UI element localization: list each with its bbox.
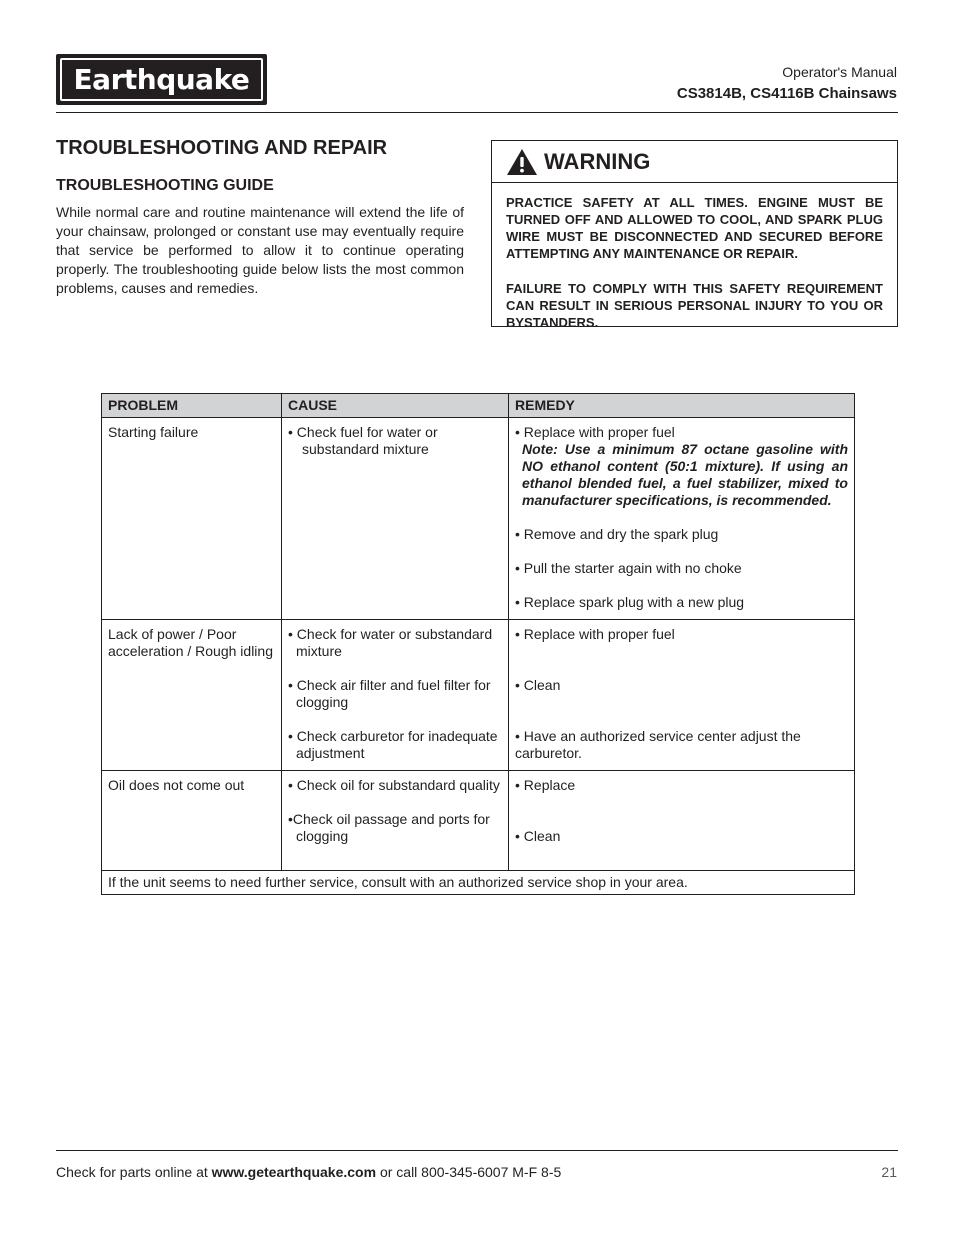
remedy-item: • Remove and dry the spark plug xyxy=(515,526,719,542)
section-subtitle: TROUBLESHOOTING GUIDE xyxy=(56,177,274,194)
problem-cell: Starting failure xyxy=(102,418,282,620)
intro-paragraph: While normal care and routine maintenance will extend the life of your chainsaw, prolonged or constant use may eventually require that service be performed to allow it to continue operating properly. The troubleshooting guide below lists the most common problems, causes and remedies. xyxy=(56,204,464,296)
table-header-row xyxy=(102,394,855,418)
warning-title: WARNING xyxy=(544,148,651,174)
remedy-cell xyxy=(509,418,855,620)
cause-item: • Check fuel for water or substandard mixture xyxy=(288,424,438,457)
cause-item: • Check air filter and fuel filter for clogging xyxy=(288,677,491,710)
model-label: CS3814B, CS4116B Chainsaws xyxy=(676,85,897,102)
cause-item: •Check oil passage and ports for clogging xyxy=(288,811,490,844)
warning-triangle-icon xyxy=(506,148,538,176)
website-link[interactable]: www.getearthquake.com xyxy=(211,1164,377,1180)
table-footer-row xyxy=(102,871,855,895)
remedy-item: • Clean xyxy=(515,677,561,693)
fuel-note: Note: Use a minimum 87 octane gasoline with NO ethanol content (50:1 mixture). If using an ethanol blended fuel, a fuel stabilizer, mixed to manufacturer specifications, is recommended. xyxy=(522,441,848,508)
cause-cell xyxy=(282,418,509,620)
table-row xyxy=(102,418,855,620)
footer-text xyxy=(56,1164,561,1180)
warning-consequence-text: FAILURE TO COMPLY WITH THIS SAFETY REQUIREMENT CAN RESULT IN SERIOUS PERSONAL INJURY TO YOU OR BYSTANDERS. xyxy=(506,281,883,330)
service-note: If the unit seems to need further service, consult with an authorized service shop in your area. xyxy=(102,871,855,895)
cause-cell xyxy=(282,620,509,771)
remedy-cell xyxy=(509,620,855,771)
remedy-item: • Replace xyxy=(515,777,576,793)
manual-label: Operator's Manual xyxy=(782,64,897,80)
footer-prefix: Check for parts online at xyxy=(56,1164,212,1180)
cause-item: • Check oil for substandard quality xyxy=(288,777,500,793)
warning-text: PRACTICE SAFETY AT ALL TIMES. ENGINE MUST BE TURNED OFF AND ALLOWED TO COOL, AND SPARK PLUG WIRE MUST BE DISCONNECTED AND SECURED BEFORE ATTEMPTING ANY MAINTENANCE OR REPAIR. xyxy=(506,195,883,261)
remedy-item: • Pull the starter again with no choke xyxy=(515,560,742,576)
problem-cell: Oil does not come out xyxy=(102,771,282,871)
remedy-cell xyxy=(509,771,855,871)
table-row xyxy=(102,620,855,771)
cause-item: • Check for water or substandard mixture xyxy=(288,626,493,659)
remedy-item: • Clean xyxy=(515,828,561,844)
warning-header xyxy=(492,141,897,183)
remedy-item: • Replace with proper fuel xyxy=(515,626,675,642)
problem-cell: Lack of power / Poor acceleration / Rough idling xyxy=(102,620,282,771)
cause-cell xyxy=(282,771,509,871)
earthquake-logo xyxy=(56,54,267,105)
column-header-problem: PROBLEM xyxy=(102,394,282,418)
logo-text: Earthquake xyxy=(73,63,250,96)
footer-divider xyxy=(56,1150,898,1151)
logo-frame xyxy=(60,58,263,101)
column-header-remedy: REMEDY xyxy=(509,394,855,418)
remedy-item: • Replace with proper fuel xyxy=(515,424,675,440)
header-divider xyxy=(56,112,898,113)
troubleshooting-table xyxy=(101,393,855,895)
section-title: TROUBLESHOOTING AND REPAIR xyxy=(56,137,388,159)
cause-item: • Check carburetor for inadequate adjustment xyxy=(288,728,498,761)
column-header-cause: CAUSE xyxy=(282,394,509,418)
remedy-item: • Replace spark plug with a new plug xyxy=(515,594,745,610)
remedy-item: • Have an authorized service center adjust the carburetor. xyxy=(515,728,801,761)
warning-box xyxy=(491,140,898,330)
footer-suffix: or call 800-345-6007 M-F 8-5 xyxy=(376,1164,562,1180)
table-row xyxy=(102,771,855,871)
page-number: 21 xyxy=(881,1164,897,1180)
